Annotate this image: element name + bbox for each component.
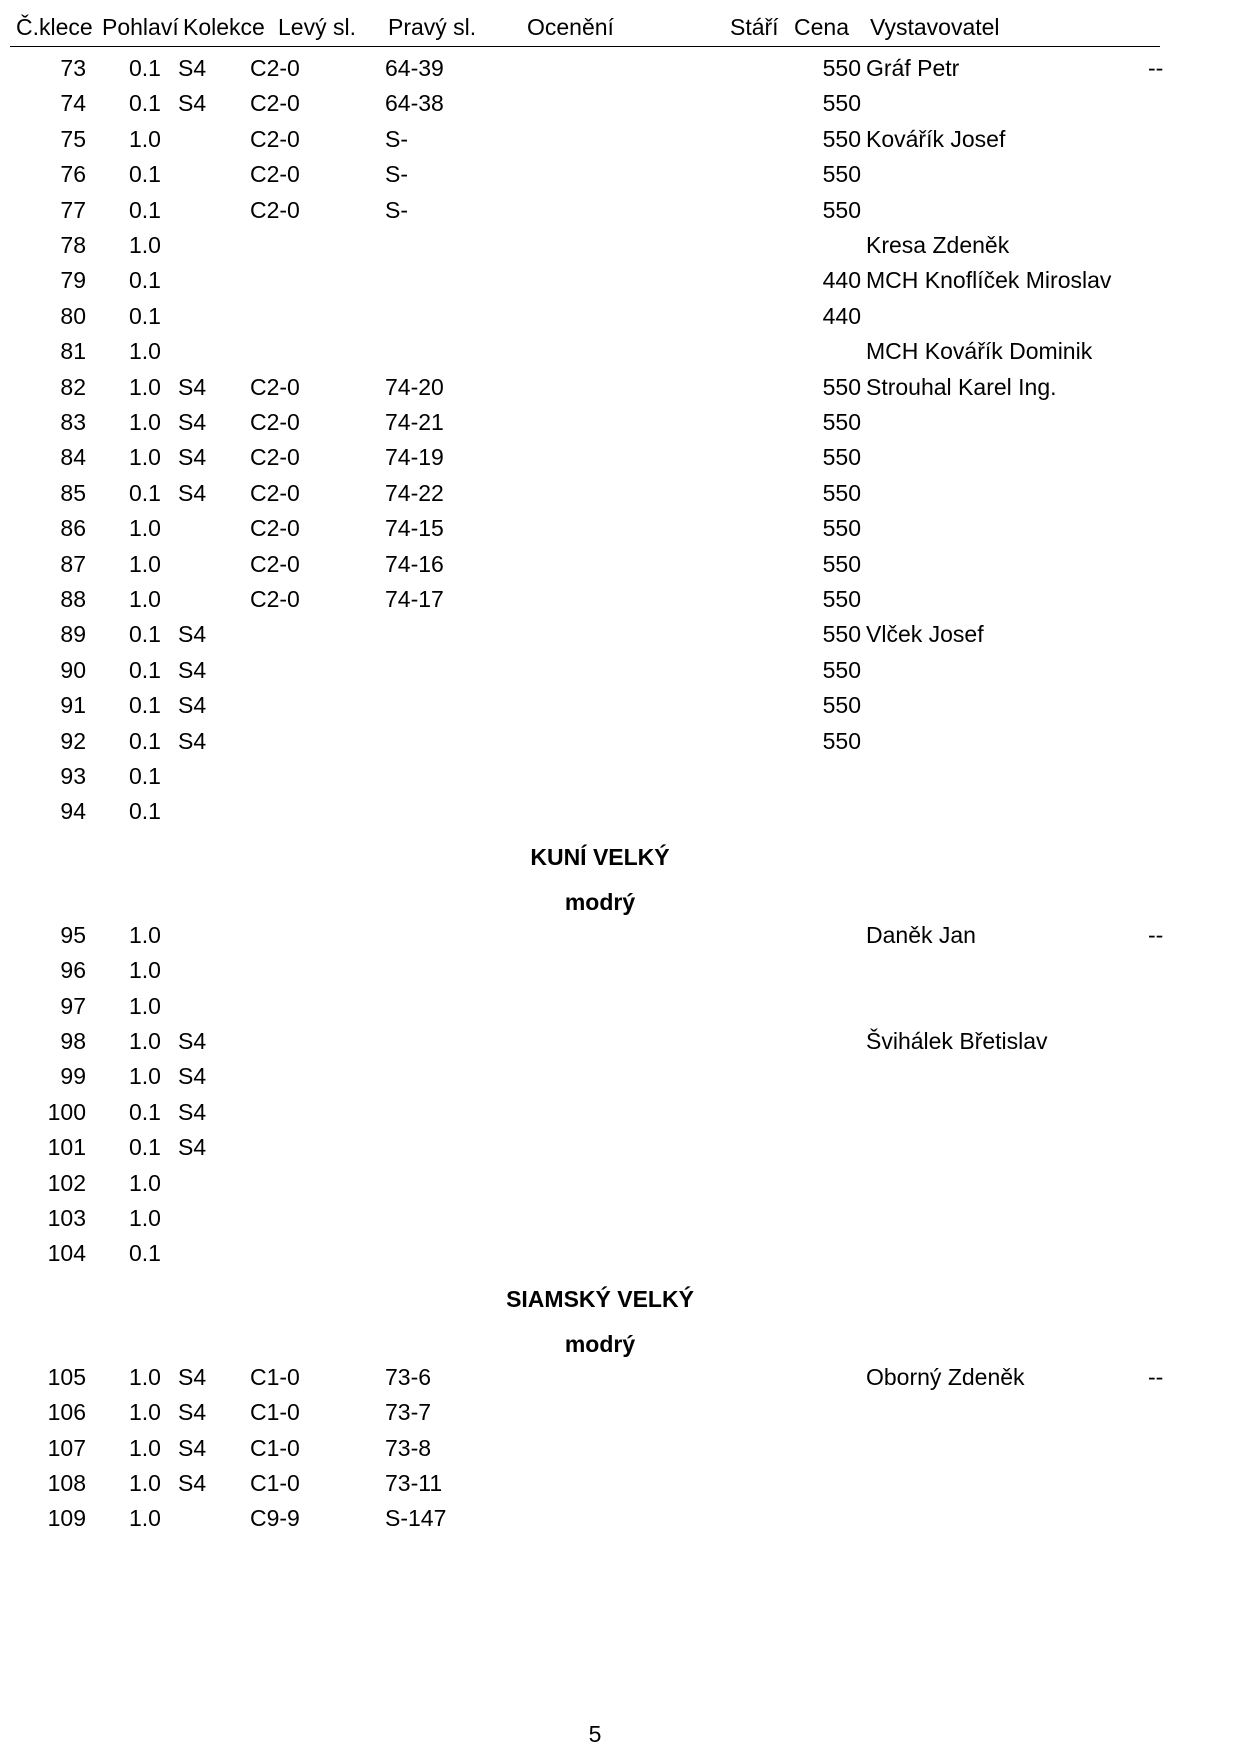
cage-number: 76 [60, 161, 86, 188]
price-cell: 550 [822, 479, 861, 506]
right-ring-cell: 64-39 [385, 55, 444, 81]
table-row [0, 197, 1241, 227]
table-row [0, 90, 1241, 120]
collection-cell: S4 [178, 621, 207, 648]
right-ring-cell: 74-17 [385, 586, 444, 612]
collection-cell: S4 [178, 1399, 207, 1426]
left-ring-cell: C2-0 [250, 479, 300, 506]
sex-cell: 1.0 [129, 444, 161, 471]
header-oceneni: Ocenění [527, 14, 614, 40]
cage-number: 101 [47, 1134, 86, 1161]
price-cell: 550 [822, 727, 861, 754]
sex-cell: 0.1 [129, 196, 161, 223]
sex-cell: 1.0 [129, 1063, 161, 1090]
price-cell: 440 [822, 267, 861, 294]
header-cena: Cena [794, 14, 849, 40]
sex-cell: 1.0 [129, 1434, 161, 1461]
sex-cell: 0.1 [129, 798, 161, 825]
exhibitor-cell: Švihálek Břetislav [866, 1028, 1048, 1054]
mark-cell: -- [1148, 921, 1164, 948]
table-row [0, 692, 1241, 722]
price-cell: 550 [822, 409, 861, 435]
sex-cell: 0.1 [129, 479, 161, 506]
cage-number: 90 [60, 656, 86, 683]
table-row [0, 1099, 1241, 1129]
exhibitor-cell: Daněk Jan [866, 921, 976, 948]
collection-cell: S4 [178, 1134, 207, 1161]
cage-number: 92 [60, 727, 86, 754]
left-ring-cell: C1-0 [250, 1434, 300, 1461]
sex-cell: 1.0 [129, 992, 161, 1019]
right-ring-cell: 74-21 [385, 409, 444, 435]
right-ring-cell: S- [385, 161, 408, 188]
exhibitor-cell: Oborný Zdeněk [866, 1363, 1025, 1390]
table-row [0, 1063, 1241, 1093]
left-ring-cell: C2-0 [250, 515, 300, 542]
sex-cell: 0.1 [129, 621, 161, 648]
right-ring-cell: S- [385, 196, 408, 223]
sex-cell: 1.0 [129, 232, 161, 258]
cage-number: 73 [60, 55, 86, 81]
collection-cell: S4 [178, 55, 207, 81]
left-ring-cell: C2-0 [250, 550, 300, 577]
collection-cell: S4 [178, 1363, 207, 1390]
sex-cell: 1.0 [129, 1470, 161, 1496]
price-cell: 550 [822, 656, 861, 683]
table-row [0, 1470, 1241, 1500]
page-number: 5 [588, 1721, 602, 1747]
sex-cell: 1.0 [129, 550, 161, 577]
cage-number: 74 [60, 90, 86, 117]
price-cell: 550 [822, 125, 861, 152]
cage-number: 105 [47, 1363, 86, 1390]
sex-cell: 1.0 [129, 586, 161, 612]
left-ring-cell: C9-9 [250, 1505, 300, 1532]
table-row [0, 1435, 1241, 1465]
left-ring-cell: C1-0 [250, 1399, 300, 1426]
collection-cell: S4 [178, 692, 207, 719]
cage-number: 91 [60, 692, 86, 719]
sex-cell: 0.1 [129, 1098, 161, 1125]
collection-cell: S4 [178, 90, 207, 117]
table-row [0, 1240, 1241, 1270]
table-row [0, 1399, 1241, 1429]
cage-number: 87 [60, 550, 86, 577]
exhibitor-cell: Kresa Zdeněk [866, 232, 1010, 258]
right-ring-cell: 74-20 [385, 373, 444, 400]
cage-number: 98 [60, 1028, 86, 1054]
table-row [0, 551, 1241, 581]
cage-number: 78 [60, 232, 86, 258]
right-ring-cell: 73-8 [385, 1434, 432, 1461]
sex-cell: 1.0 [129, 125, 161, 152]
table-row [0, 657, 1241, 687]
table-row [0, 161, 1241, 191]
collection-cell: S4 [178, 1434, 207, 1461]
price-cell: 550 [822, 586, 861, 612]
sex-cell: 1.0 [129, 1505, 161, 1532]
cage-number: 79 [60, 267, 86, 294]
header-rule [10, 46, 1160, 47]
collection-cell: S4 [178, 409, 207, 435]
sex-cell: 1.0 [129, 1363, 161, 1390]
sex-cell: 0.1 [129, 763, 161, 789]
table-row [0, 303, 1241, 333]
table-row [0, 1170, 1241, 1200]
left-ring-cell: C2-0 [250, 161, 300, 188]
sex-cell: 1.0 [129, 373, 161, 400]
right-ring-cell: S-147 [385, 1505, 447, 1532]
sex-cell: 0.1 [129, 1134, 161, 1161]
right-ring-cell: 73-7 [385, 1399, 432, 1426]
sex-cell: 0.1 [129, 267, 161, 294]
table-row [0, 1364, 1241, 1394]
cage-number: 93 [60, 763, 86, 789]
right-ring-cell: 73-6 [385, 1363, 432, 1390]
table-row [0, 763, 1241, 793]
price-cell: 550 [822, 90, 861, 117]
left-ring-cell: C2-0 [250, 409, 300, 435]
mark-cell: -- [1148, 1363, 1164, 1390]
cage-number: 95 [60, 921, 86, 948]
exhibitor-cell: Gráf Petr [866, 55, 960, 81]
section-title: SIAMSKÝ VELKÝ [506, 1285, 694, 1312]
cage-number: 84 [60, 444, 86, 471]
price-cell: 550 [822, 692, 861, 719]
cage-number: 104 [47, 1240, 86, 1267]
left-ring-cell: C2-0 [250, 196, 300, 223]
table-row [0, 409, 1241, 439]
table-row [0, 728, 1241, 758]
collection-cell: S4 [178, 1063, 207, 1090]
exhibitor-cell: Vlček Josef [866, 621, 984, 648]
table-row [0, 444, 1241, 474]
table-row [0, 126, 1241, 156]
sex-cell: 1.0 [129, 921, 161, 948]
table-row [0, 1028, 1241, 1058]
header-klece: Č.klece [16, 14, 93, 40]
cage-number: 85 [60, 479, 86, 506]
sex-cell: 0.1 [129, 161, 161, 188]
table-row [0, 621, 1241, 651]
cage-number: 103 [47, 1205, 86, 1231]
collection-cell: S4 [178, 656, 207, 683]
left-ring-cell: C2-0 [250, 586, 300, 612]
collection-cell: S4 [178, 1028, 207, 1054]
table-row [0, 480, 1241, 510]
left-ring-cell: C2-0 [250, 373, 300, 400]
cage-number: 80 [60, 302, 86, 329]
cage-number: 89 [60, 621, 86, 648]
cage-number: 96 [60, 957, 86, 984]
price-cell: 550 [822, 550, 861, 577]
mark-cell: -- [1148, 55, 1164, 81]
collection-cell: S4 [178, 373, 207, 400]
table-row [0, 586, 1241, 616]
collection-cell: S4 [178, 1470, 207, 1496]
sex-cell: 0.1 [129, 90, 161, 117]
table-row [0, 957, 1241, 987]
header-pravy: Pravý sl. [388, 14, 477, 40]
right-ring-cell: S- [385, 125, 408, 152]
sex-cell: 1.0 [129, 1169, 161, 1196]
cage-number: 106 [47, 1399, 86, 1426]
left-ring-cell: C1-0 [250, 1470, 300, 1496]
section-title: KUNÍ VELKÝ [530, 843, 670, 870]
section-subtitle: modrý [564, 888, 636, 915]
sex-cell: 1.0 [129, 1028, 161, 1054]
cage-number: 77 [60, 196, 86, 223]
right-ring-cell: 74-19 [385, 444, 444, 471]
table-row [0, 993, 1241, 1023]
sex-cell: 0.1 [129, 656, 161, 683]
sex-cell: 1.0 [129, 409, 161, 435]
right-ring-cell: 73-11 [385, 1470, 443, 1496]
right-ring-cell: 74-15 [385, 515, 444, 542]
right-ring-cell: 74-22 [385, 479, 444, 506]
sex-cell: 1.0 [129, 1205, 161, 1231]
table-row [0, 515, 1241, 545]
exhibitor-cell: MCH Knoflíček Miroslav [866, 267, 1112, 294]
table-row [0, 1134, 1241, 1164]
price-cell: 550 [822, 196, 861, 223]
sex-cell: 1.0 [129, 338, 161, 365]
left-ring-cell: C1-0 [250, 1363, 300, 1390]
cage-number: 102 [47, 1169, 86, 1196]
collection-cell: S4 [178, 727, 207, 754]
sex-cell: 0.1 [129, 692, 161, 719]
price-cell: 550 [822, 161, 861, 188]
cage-number: 88 [60, 586, 86, 612]
left-ring-cell: C2-0 [250, 444, 300, 471]
collection-cell: S4 [178, 479, 207, 506]
cage-number: 100 [47, 1098, 86, 1125]
price-cell: 550 [822, 621, 861, 648]
collection-cell: S4 [178, 1098, 207, 1125]
header-kolekce: Kolekce [183, 14, 265, 40]
table-row [0, 374, 1241, 404]
table-row [0, 338, 1241, 368]
table-row [0, 798, 1241, 828]
cage-number: 83 [60, 409, 86, 435]
price-cell: 550 [822, 515, 861, 542]
cage-number: 82 [60, 373, 86, 400]
cage-number: 97 [60, 992, 86, 1019]
table-row [0, 267, 1241, 297]
sex-cell: 1.0 [129, 1399, 161, 1426]
cage-number: 81 [60, 338, 86, 365]
sex-cell: 0.1 [129, 1240, 161, 1267]
table-row [0, 1505, 1241, 1535]
cage-number: 75 [60, 125, 86, 152]
exhibitor-cell: Strouhal Karel Ing. [866, 373, 1057, 400]
cage-number: 99 [60, 1063, 86, 1090]
left-ring-cell: C2-0 [250, 55, 300, 81]
cage-number: 108 [47, 1470, 86, 1496]
section-subtitle: modrý [564, 1330, 636, 1357]
sex-cell: 0.1 [129, 55, 161, 81]
header-stari: Stáří [730, 14, 779, 40]
cage-number: 86 [60, 515, 86, 542]
exhibitor-cell: MCH Kovářík Dominik [866, 338, 1093, 365]
table-row [0, 922, 1241, 952]
cage-number: 109 [47, 1505, 86, 1532]
cage-number: 107 [47, 1434, 86, 1461]
header-vystavovatel: Vystavovatel [870, 14, 1000, 40]
price-cell: 550 [822, 373, 861, 400]
collection-cell: S4 [178, 444, 207, 471]
sex-cell: 1.0 [129, 515, 161, 542]
table-row [0, 1205, 1241, 1235]
cage-number: 94 [60, 798, 86, 825]
header-levy: Levý sl. [278, 14, 356, 40]
sex-cell: 0.1 [129, 727, 161, 754]
right-ring-cell: 64-38 [385, 90, 444, 117]
sex-cell: 0.1 [129, 302, 161, 329]
price-cell: 550 [822, 55, 861, 81]
price-cell: 550 [822, 444, 861, 471]
table-row [0, 232, 1241, 262]
sex-cell: 1.0 [129, 957, 161, 984]
left-ring-cell: C2-0 [250, 90, 300, 117]
price-cell: 440 [822, 302, 861, 329]
exhibitor-cell: Kovářík Josef [866, 125, 1006, 152]
left-ring-cell: C2-0 [250, 125, 300, 152]
right-ring-cell: 74-16 [385, 550, 444, 577]
header-pohlavi: Pohlaví [102, 14, 179, 40]
table-row [0, 55, 1241, 85]
